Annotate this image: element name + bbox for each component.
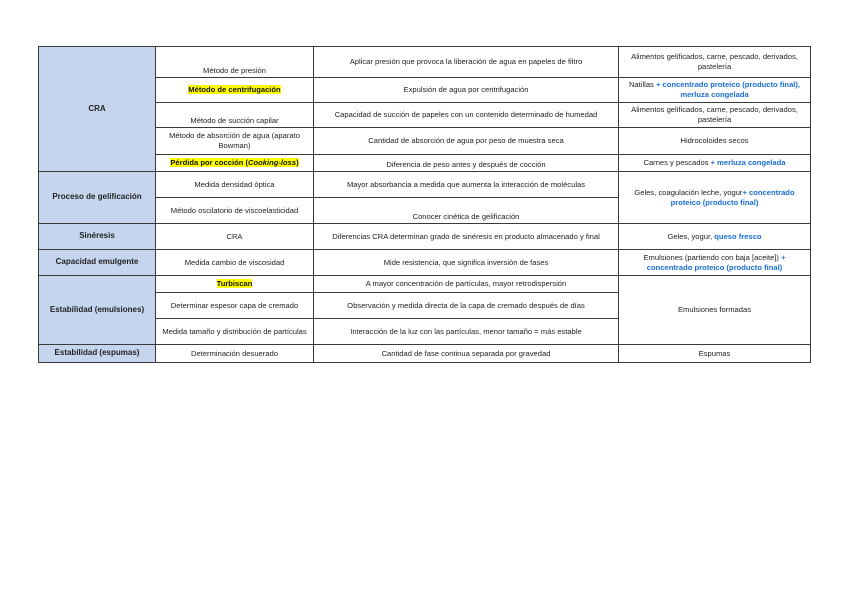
category-cell: Sinéresis (39, 224, 156, 250)
method-cell: Método de presión (156, 47, 314, 78)
description-cell: Diferencias CRA determinan grado de sinéresis en producto almacenado y final (314, 224, 619, 250)
properties-table (38, 46, 811, 363)
foods-cell (619, 155, 811, 172)
description-cell: Mide resistencia, que significa inversión de fases (314, 250, 619, 276)
description-cell: Diferencia de peso antes y después de cocción (314, 155, 619, 172)
category-cell: CRA (39, 47, 156, 172)
method-cell: CRA (156, 224, 314, 250)
table-row (39, 276, 811, 293)
table-row (39, 345, 811, 363)
foods-cell (619, 250, 811, 276)
foods-blue-text: + concentrado proteico (producto final), merluza congelada (655, 80, 801, 99)
foods-blue-text: + concentrado proteico (producto final) (646, 252, 786, 272)
foods-text: Natillas (628, 80, 656, 90)
foods-cell: Emulsiones formadas (619, 276, 811, 345)
method-cell: Método oscilatorio de viscoelasticidad (156, 198, 314, 224)
highlighted-method: Método de centrifugación (188, 85, 281, 95)
method-text: ) (296, 158, 299, 168)
table-row (39, 47, 811, 78)
method-cell: Determinación desuerado (156, 345, 314, 363)
foods-cell: Espumas (619, 345, 811, 363)
description-cell: Capacidad de succión de papeles con un contenido determinado de humedad (314, 103, 619, 128)
table-row (39, 250, 811, 276)
description-cell: Interacción de la luz con las partículas, menor tamaño = más estable (314, 319, 619, 345)
description-cell: Mayor absorbancia a medida que aumenta la interacción de moléculas (314, 172, 619, 198)
category-cell: Estabilidad (emulsiones) (39, 276, 156, 345)
foods-blue-text: + merluza congelada (710, 158, 786, 168)
table-row (39, 172, 811, 198)
foods-blue-text: queso fresco (714, 231, 762, 241)
description-cell: Cantidad de fase continua separada por gravedad (314, 345, 619, 363)
description-cell: Cantidad de absorción de agua por peso de muestra seca (314, 128, 619, 155)
method-cell (156, 276, 314, 293)
description-cell: Conocer cinética de gelificación (314, 198, 619, 224)
method-italic-text: Cooking-loss (248, 158, 297, 168)
method-cell: Determinar espesor capa de cremado (156, 293, 314, 319)
method-cell (156, 155, 314, 172)
foods-text: Geles, coagulación leche, yogur (634, 187, 743, 197)
foods-blue-text: + concentrado proteico (producto final) (670, 187, 795, 207)
method-cell (156, 78, 314, 103)
table-row (39, 224, 811, 250)
description-cell: Aplicar presión que provoca la liberación de agua en papeles de filtro (314, 47, 619, 78)
method-cell: Método de absorción de agua (aparato Bowman) (156, 128, 314, 155)
highlighted-method: Turbiscan (216, 279, 253, 289)
foods-cell (619, 78, 811, 103)
description-cell: A mayor concentración de partículas, mayor retrodispersión (314, 276, 619, 293)
category-cell: Proceso de gelificación (39, 172, 156, 224)
method-text: Pérdida por cocción ( (170, 158, 248, 168)
foods-text: Carnes y pescados (643, 158, 711, 168)
description-cell: Observación y medida directa de la capa de cremado después de días (314, 293, 619, 319)
method-cell: Medida tamaño y distribución de partículas (156, 319, 314, 345)
description-cell: Expulsión de agua por centrifugación (314, 78, 619, 103)
foods-text: Emulsiones (partiendo con baja [aceite]) (643, 252, 782, 262)
category-cell: Capacidad emulgente (39, 250, 156, 276)
foods-cell: Hidrocoloides secos (619, 128, 811, 155)
category-cell: Estabilidad (espumas) (39, 345, 156, 363)
foods-text: Geles, yogur, (667, 231, 715, 241)
method-cell: Medida cambio de viscosidad (156, 250, 314, 276)
foods-cell: Alimentos gelificados, carne, pescado, derivados, pastelería (619, 47, 811, 78)
foods-cell: Alimentos gelificados, carne, pescado, derivados, pastelería (619, 103, 811, 128)
method-cell: Medida densidad óptica (156, 172, 314, 198)
foods-cell (619, 172, 811, 224)
method-cell: Método de succión capilar (156, 103, 314, 128)
foods-cell (619, 224, 811, 250)
highlighted-method (170, 158, 298, 167)
